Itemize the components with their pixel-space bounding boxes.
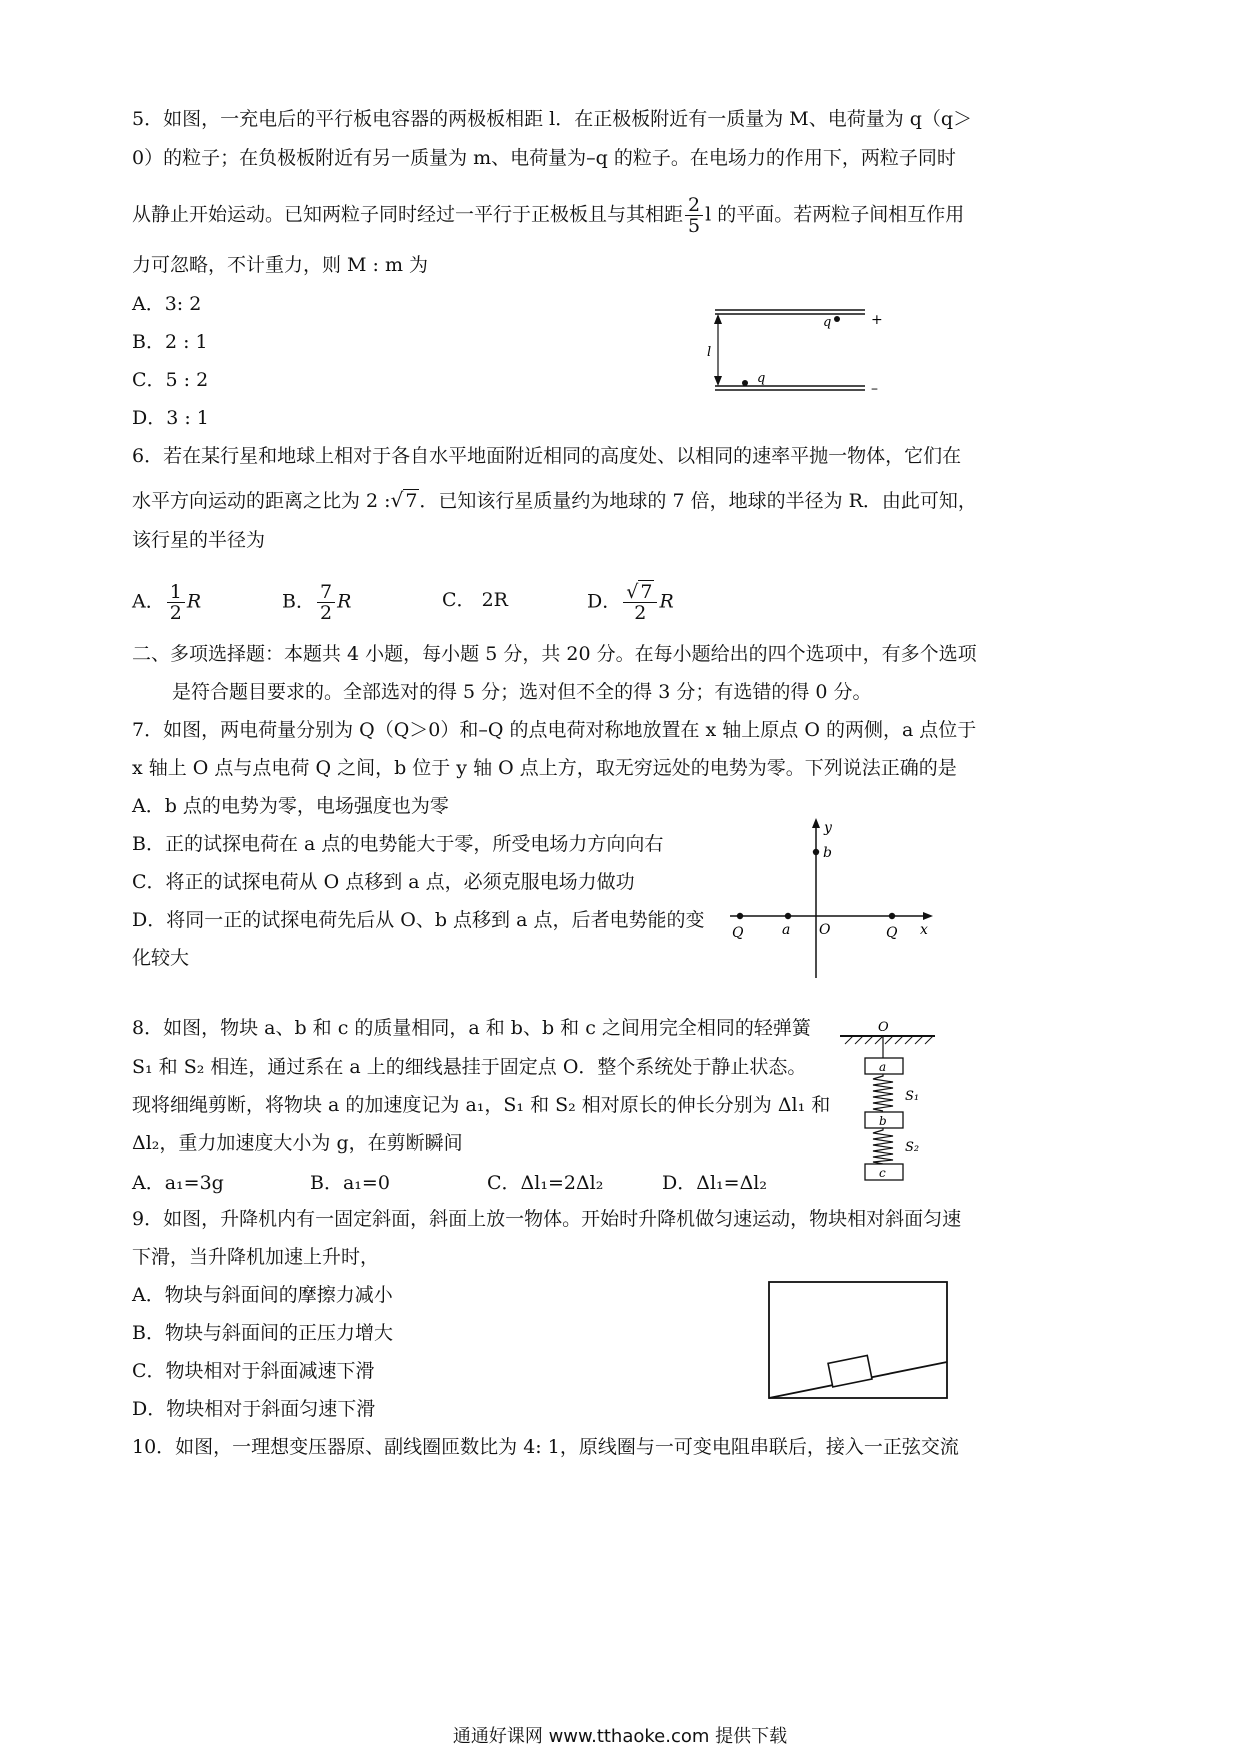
q5-line3-pre: 从静止开始运动。已知两粒子同时经过一平行于正极板且与其相距 bbox=[132, 203, 684, 226]
q7-option-a: A．b 点的电势为零，电场强度也为零 bbox=[132, 795, 449, 817]
q7-option-c: C．将正的试探电荷从 O 点移到 a 点，必须克服电场力做功 bbox=[132, 871, 635, 893]
q7-line1: 7．如图，两电荷量分别为 Q（Q＞0）和–Q 的点电荷对称地放置在 x 轴上原点 O 的两侧，a 点位于 bbox=[132, 719, 977, 741]
spring-blocks-diagram bbox=[835, 1018, 945, 1184]
point-label-a: a bbox=[782, 922, 791, 938]
q6-option-d-r: R bbox=[659, 590, 674, 613]
capacitor-label-l: l bbox=[707, 345, 712, 360]
block-label-c: c bbox=[879, 1166, 886, 1180]
capacitor-label-plus: + bbox=[871, 312, 883, 328]
q8-option-b: B．a₁=0 bbox=[310, 1172, 390, 1194]
q6-line1: 6．若在某行星和地球上相对于各自水平地面附近相同的高度处、以相同的速率平抛一物体，它们在 bbox=[132, 445, 962, 467]
q7-option-b: B．正的试探电荷在 a 点的电势能大于零，所受电场力方向向右 bbox=[132, 833, 664, 855]
q6-option-a bbox=[132, 582, 201, 623]
q8-line1: 8．如图，物块 a、b 和 c 的质量相同，a 和 b、b 和 c 之间用完全相同的轻弹簧 bbox=[132, 1017, 811, 1039]
q6-option-a-denominator: 2 bbox=[169, 602, 182, 624]
q6-option-a-label: A． bbox=[132, 590, 165, 613]
q9-option-a: A．物块与斜面间的摩擦力减小 bbox=[132, 1284, 393, 1306]
q6-option-d bbox=[587, 582, 674, 623]
q6-option-c: C． 2R bbox=[442, 589, 508, 611]
q10-line1: 10．如图，一理想变压器原、副线圈匝数比为 4: 1，原线圈与一可变电阻串联后，接入一正弦交流 bbox=[132, 1436, 959, 1458]
charge-label-left: Q bbox=[732, 925, 744, 941]
q5-option-b: B．2 : 1 bbox=[132, 331, 208, 353]
charge-label-right: Q bbox=[886, 925, 898, 941]
q6-option-b bbox=[282, 582, 351, 623]
q9-option-b: B．物块与斜面间的正压力增大 bbox=[132, 1322, 393, 1344]
q5-line1: 5．如图，一充电后的平行板电容器的两极板相距 l．在正极板附近有一质量为 M、电荷量为 q（q＞ bbox=[132, 108, 973, 130]
q6-option-a-r: R bbox=[186, 590, 202, 613]
spring-label-s1: S₁ bbox=[905, 1089, 920, 1104]
q6-line3: 该行星的半径为 bbox=[132, 529, 266, 551]
q6-option-b-label: B． bbox=[282, 590, 315, 613]
q8-option-d: D．Δl₁=Δl₂ bbox=[662, 1172, 767, 1194]
capacitor-label-minus: – bbox=[871, 381, 878, 397]
q5-fraction-denominator: 5 bbox=[688, 215, 701, 237]
q6-option-d-numerator: 7 bbox=[640, 581, 653, 603]
q5-line3 bbox=[132, 195, 964, 236]
q5-line2: 0）的粒子；在负极板附近有另一质量为 m、电荷量为–q 的粒子。在电场力的作用下，两粒子同时 bbox=[132, 147, 956, 169]
sqrt-icon: √ bbox=[390, 488, 404, 512]
q7-line2: x 轴上 O 点与点电荷 Q 之间，b 位于 y 轴 O 点上方，取无穷远处的电势为零。下列说法正确的是 bbox=[132, 757, 957, 779]
q9-option-d: D．物块相对于斜面匀速下滑 bbox=[132, 1398, 376, 1420]
q7-option-d-cont: 化较大 bbox=[132, 947, 190, 969]
q7-option-d: D．将同一正的试探电荷先后从 O、b 点移到 a 点，后者电势能的变 bbox=[132, 909, 705, 931]
q6-line2-pre: 水平方向运动的距离之比为 2 : bbox=[132, 490, 391, 512]
q8-line4: Δl₂，重力加速度大小为 g，在剪断瞬间 bbox=[132, 1132, 463, 1154]
point-label-b: b bbox=[823, 845, 832, 861]
q9-line2: 下滑，当升降机加速上升时， bbox=[132, 1246, 380, 1268]
elevator-incline-diagram bbox=[765, 1278, 951, 1402]
q6-line2-post: ．已知该行星质量约为地球的 7 倍，地球的半径为 R．由此可知， bbox=[419, 490, 977, 512]
q5-line4: 力可忽略，不计重力，则 M : m 为 bbox=[132, 254, 429, 276]
q6-option-b-numerator: 7 bbox=[317, 582, 335, 603]
sqrt-icon: √ bbox=[626, 581, 639, 603]
charge-axis-diagram bbox=[715, 810, 945, 982]
q8-line3: 现将细绳剪断，将物块 a 的加速度记为 a₁，S₁ 和 S₂ 相对原长的伸长分别为 Δl₁ 和 bbox=[132, 1094, 831, 1116]
spring-label-s2: S₂ bbox=[905, 1140, 920, 1155]
q6-line2 bbox=[132, 487, 977, 514]
q5-option-d: D．3 : 1 bbox=[132, 407, 209, 429]
q6-option-b-denominator: 2 bbox=[319, 602, 333, 624]
page-footer: 通通好课网 www.tthaoke.com 提供下载 bbox=[452, 1726, 788, 1747]
q6-option-a-numerator: 1 bbox=[167, 582, 185, 603]
q9-option-c: C．物块相对于斜面减速下滑 bbox=[132, 1360, 375, 1382]
capacitor-diagram bbox=[705, 300, 895, 400]
section2-line1: 二、多项选择题：本题共 4 小题，每小题 5 分，共 20 分。在每小题给出的四个选项中，有多个选项 bbox=[132, 643, 977, 665]
q6-option-b-r: R bbox=[337, 590, 352, 613]
origin-label: O bbox=[819, 922, 831, 938]
q5-fraction bbox=[685, 195, 703, 236]
q5-fraction-numerator: 2 bbox=[685, 195, 703, 216]
q6-sqrt-value: 7 bbox=[405, 490, 418, 512]
section2-line2: 是符合题目要求的。全部选对的得 5 分；选对但不全的得 3 分；有选错的得 0 分。 bbox=[172, 681, 872, 703]
q5-option-a: A．3: 2 bbox=[132, 293, 202, 315]
q5-option-c: C．5 : 2 bbox=[132, 369, 209, 391]
axis-label-y: y bbox=[824, 820, 832, 836]
q6-option-d-denominator: 2 bbox=[634, 602, 647, 624]
axis-label-x: x bbox=[920, 922, 928, 938]
q8-line2: S₁ 和 S₂ 相连，通过系在 a 上的细线悬挂于固定点 O．整个系统处于静止状态。 bbox=[132, 1056, 807, 1078]
fixed-point-label-o: O bbox=[878, 1020, 889, 1035]
q5-line3-post: l 的平面。若两粒子间相互作用 bbox=[705, 203, 965, 226]
q8-option-a: A．a₁=3g bbox=[132, 1172, 224, 1194]
q6-option-d-label: D． bbox=[587, 590, 622, 613]
q9-line1: 9．如图，升降机内有一固定斜面，斜面上放一物体。开始时升降机做匀速运动，物块相对斜面匀速 bbox=[132, 1208, 962, 1230]
capacitor-label-q-top: q bbox=[823, 315, 832, 330]
capacitor-label-q-bottom: q bbox=[757, 371, 766, 386]
block-label-b: b bbox=[879, 1114, 887, 1128]
q8-option-c: C．Δl₁=2Δl₂ bbox=[487, 1172, 604, 1194]
block-label-a: a bbox=[879, 1060, 887, 1074]
